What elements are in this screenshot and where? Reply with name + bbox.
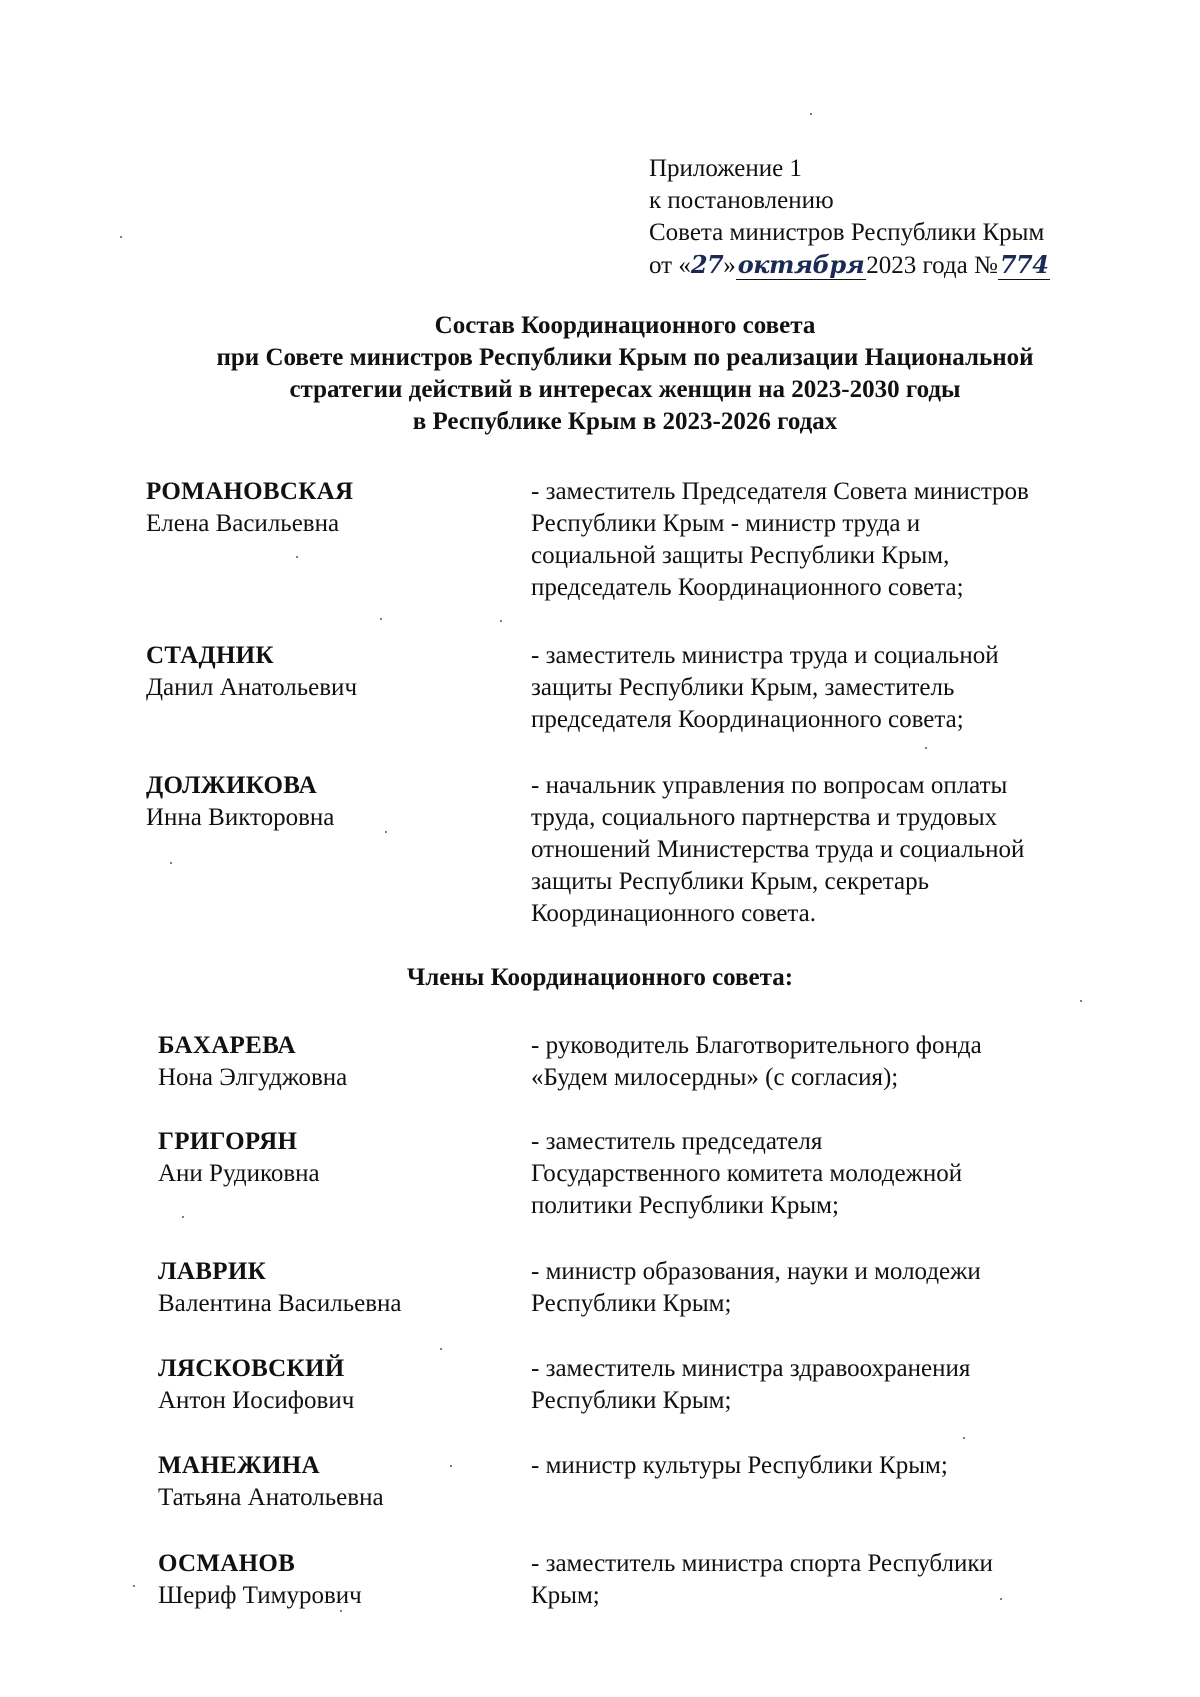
role-line: Республики Крым; [531,1387,732,1414]
scan-speck [963,1437,965,1439]
title-line: Состав Координационного совета [434,312,816,339]
document-title [60,310,1190,438]
person-given-names: Данил Анатольевич [146,674,358,701]
person-name [146,476,516,540]
scan-speck [385,831,387,833]
role-line: Республики Крым; [531,1290,732,1317]
handwritten-day: 27 [690,250,724,279]
scan-speck [450,1465,452,1467]
handwritten-number: 774 [999,250,1049,279]
person-name [146,770,516,834]
person-given-names: Антон Иосифович [158,1387,355,1414]
role-line: - министр образования, науки и молодежи [531,1258,981,1285]
role-line: Крым; [531,1582,600,1609]
role-line: «Будем милосердны» (с согласия); [531,1064,899,1091]
role-line: - заместитель председателя [531,1128,823,1155]
role-line: - заместитель министра труда и социальной [531,642,999,669]
scan-speck [182,1216,184,1218]
role-line: председатель Координационного совета; [531,574,964,601]
date-year: 2023 года № [866,252,998,279]
role-line: - заместитель министра спорта Республики [531,1550,993,1577]
person-role [531,1548,1071,1612]
person-role [531,1450,1071,1482]
scan-speck [133,1585,135,1587]
person-name [158,1450,528,1514]
role-line: Государственного комитета молодежной [531,1160,963,1187]
person-name [158,1353,528,1417]
person-given-names: Шериф Тимурович [158,1582,362,1609]
person-surname: ЛЯСКОВСКИЙ [158,1355,345,1382]
person-given-names: Инна Викторовна [146,804,335,831]
handwritten-month: октября [737,250,865,279]
scan-speck [296,556,298,558]
role-line: - заместитель Председателя Совета министров [531,478,1029,505]
scan-speck [440,1348,442,1350]
person-surname: РОМАНОВСКАЯ [146,478,354,505]
role-line: социальной защиты Республики Крым, [531,542,950,569]
person-role [531,476,1071,604]
role-line: председателя Координационного совета; [531,706,964,733]
person-name [158,1256,528,1320]
scan-speck [810,113,812,115]
person-name [158,1030,528,1094]
person-surname: ДОЛЖИКОВА [146,772,317,799]
person-surname: МАНЕЖИНА [158,1452,320,1479]
role-line: политики Республики Крым; [531,1192,839,1219]
role-line: защиты Республики Крым, секретарь [531,868,929,895]
scan-speck [380,618,382,620]
scan-speck [1000,1598,1002,1600]
person-given-names: Татьяна Анатольевна [158,1484,384,1511]
person-role [531,640,1071,736]
role-line: защиты Республики Крым, заместитель [531,674,955,701]
person-role [531,1030,1071,1094]
person-name [146,640,516,704]
role-line: Координационного совета. [531,900,816,927]
person-role [531,770,1071,930]
members-heading: Члены Координационного совета: [406,964,794,991]
person-given-names: Нона Элгуджовна [158,1064,348,1091]
person-name [158,1548,528,1612]
date-close: » [723,252,736,279]
title-line: стратегии действий в интересах женщин на 2023-2030 годы [289,376,961,403]
date-prefix: от « [649,252,691,279]
annex-block [649,153,1119,282]
annex-line: Приложение 1 [649,155,802,182]
person-given-names: Валентина Васильевна [158,1290,402,1317]
person-name [158,1126,528,1190]
scan-speck [340,1610,342,1612]
title-line: в Республике Крым в 2023-2026 годах [412,408,838,435]
scan-speck [120,236,122,238]
scan-speck [1080,1000,1082,1002]
person-given-names: Ани Рудиковна [158,1160,320,1187]
scan-speck [925,747,927,749]
role-line: - заместитель министра здравоохранения [531,1355,971,1382]
person-role [531,1353,1071,1417]
role-line: отношений Министерства труда и социальной [531,836,1025,863]
annex-date-line [649,249,1119,282]
person-surname: ГРИГОРЯН [158,1128,298,1155]
role-line: - руководитель Благотворительного фонда [531,1032,982,1059]
role-line: Республики Крым - министр труда и [531,510,921,537]
title-line: при Совете министров Республики Крым по реализации Национальной [216,344,1034,371]
annex-line: Совета министров Республики Крым [649,219,1045,246]
person-given-names: Елена Васильевна [146,510,340,537]
scan-speck [500,620,502,622]
person-surname: СТАДНИК [146,642,274,669]
scan-speck [170,862,172,864]
annex-line: к постановлению [649,187,834,214]
person-surname: БАХАРЕВА [158,1032,296,1059]
role-line: - начальник управления по вопросам оплаты [531,772,1008,799]
role-line: труда, социального партнерства и трудовых [531,804,998,831]
person-role [531,1126,1071,1222]
person-surname: ОСМАНОВ [158,1550,296,1577]
role-line: - министр культуры Республики Крым; [531,1452,948,1479]
person-surname: ЛАВРИК [158,1258,267,1285]
person-role [531,1256,1071,1320]
